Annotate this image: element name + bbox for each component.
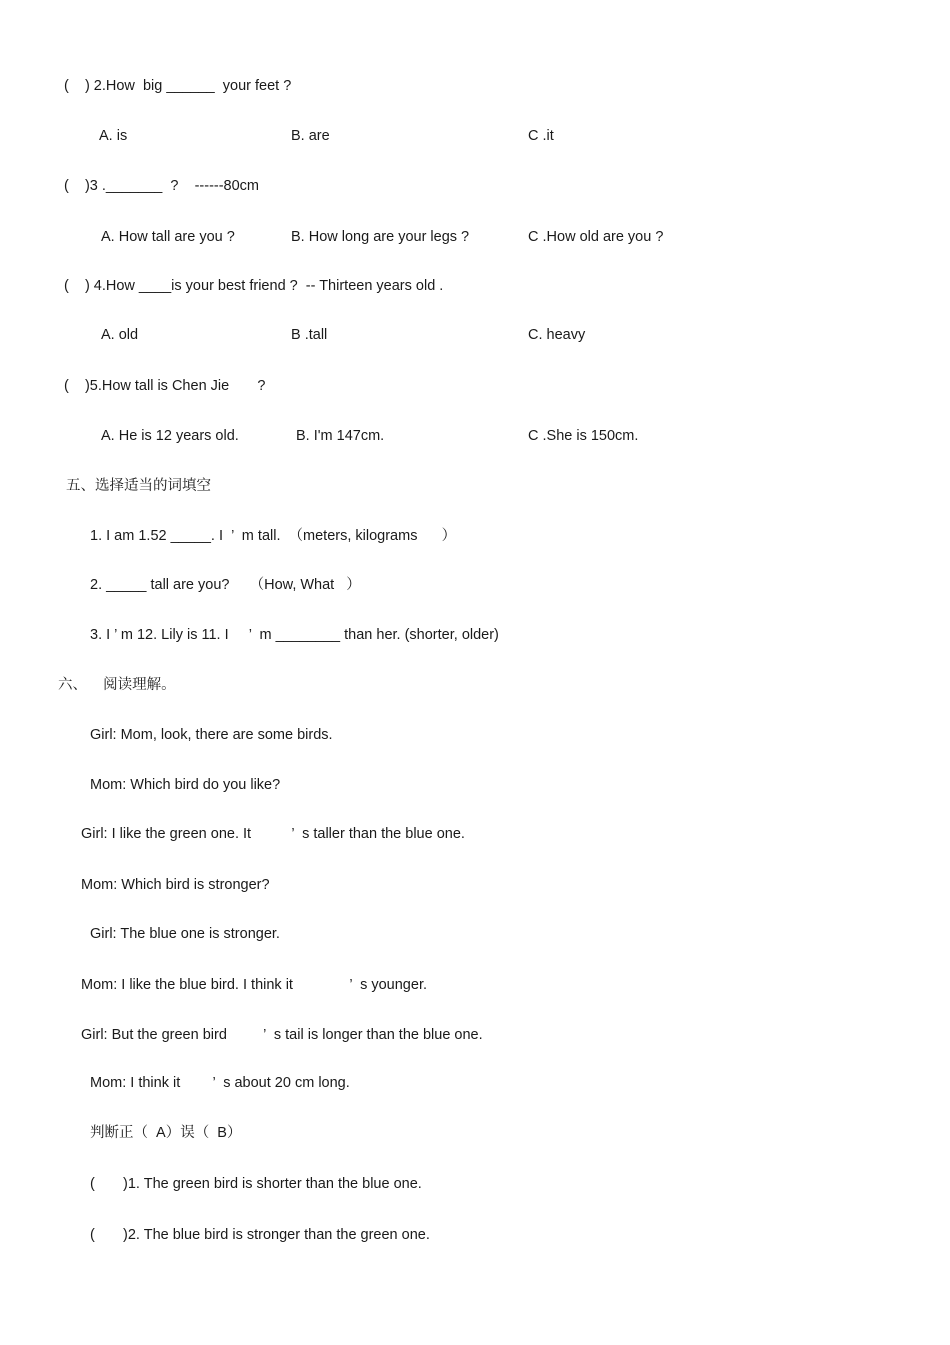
section-5-heading: 五、选择适当的词填空 [66,478,211,494]
dialogue-line-3: Girl: I like the green one. It ’ s taller than the blue one. [81,826,465,842]
question-4-stem: ( ) 4.How ____is your best friend ? -- Thirteen years old . [64,278,444,294]
judgement-2: ( )2. The blue bird is stronger than the green one. [90,1227,430,1243]
section-6-heading: 六、 阅读理解。 [58,677,176,693]
judgement-1: ( )1. The green bird is shorter than the blue one. [90,1176,422,1192]
question-3-option-b: B. How long are your legs ? [291,229,470,245]
question-5-option-a: A. He is 12 years old. [101,428,239,444]
dialogue-line-6: Mom: I like the blue bird. I think it ’ s younger. [81,977,427,993]
dialogue-line-7: Girl: But the green bird ’ s tail is longer than the blue one. [81,1027,483,1043]
judgement-instruction: 判断正（ A）误（ B） [90,1125,242,1141]
dialogue-line-2: Mom: Which bird do you like? [90,777,281,793]
question-5-option-c: C .She is 150cm. [528,428,639,444]
question-5-option-b: B. I'm 147cm. [296,428,385,444]
dialogue-line-5: Girl: The blue one is stronger. [90,926,280,942]
question-2-option-a: A. is [99,128,128,144]
question-3-option-c: C .How old are you ? [528,229,664,245]
section-5-item-1: 1. I am 1.52 _____. I ’ m tall. （meters, kilograms ） [90,528,457,544]
question-4-option-b: B .tall [291,327,328,343]
question-4-option-c: C. heavy [528,327,586,343]
dialogue-line-8: Mom: I think it ’ s about 20 cm long. [90,1075,350,1091]
dialogue-line-1: Girl: Mom, look, there are some birds. [90,727,333,743]
question-4-option-a: A. old [101,327,139,343]
question-2-stem: ( ) 2.How big ______ your feet ? [64,78,292,94]
question-3-option-a: A. How tall are you ? [101,229,235,245]
dialogue-line-4: Mom: Which bird is stronger? [81,877,270,893]
question-2-option-c: C .it [528,128,554,144]
question-2-option-b: B. are [291,128,330,144]
section-5-item-2: 2. _____ tall are you? （How, What ） [90,577,361,593]
question-5-stem: ( )5.How tall is Chen Jie ? [64,378,266,394]
section-5-item-3: 3. I ’ m 12. Lily is 11. I ’ m ________ than her. (shorter, older) [90,627,499,643]
question-3-stem: ( )3 ._______ ? ------80cm [64,178,260,194]
